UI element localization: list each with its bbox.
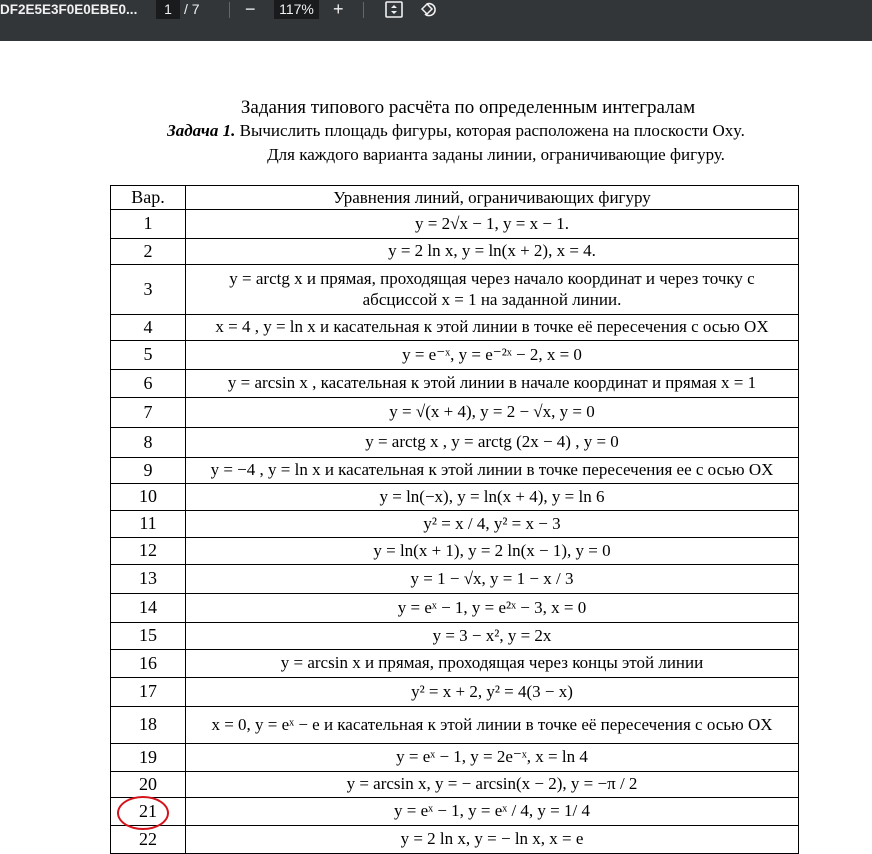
- variant-number-text: 10: [139, 486, 157, 507]
- variant-number: [111, 564, 186, 593]
- table-row: [111, 457, 799, 483]
- table-row: [111, 510, 799, 537]
- equations-cell: y = 3 − x², y = 2x: [186, 622, 799, 649]
- pdf-page: [0, 41, 872, 849]
- table-row: [111, 649, 799, 677]
- table-row: [111, 797, 799, 825]
- equations-cell: y = arctg x , y = arctg (2x − 4) , y = 0: [186, 427, 799, 457]
- table-row: [111, 397, 799, 427]
- variant-number: [111, 457, 186, 483]
- table-row: [111, 238, 799, 264]
- variant-number: [111, 743, 186, 771]
- variant-number-text: 13: [139, 568, 157, 589]
- variant-number-text: 15: [139, 625, 157, 646]
- variant-number: [111, 264, 186, 314]
- variant-number-text: 21: [139, 800, 157, 821]
- variant-number-text: 16: [139, 652, 157, 673]
- variant-number-text: 22: [139, 828, 157, 849]
- table-row: [111, 314, 799, 340]
- table-row: [111, 771, 799, 797]
- variant-number: [111, 209, 186, 238]
- rotate-icon[interactable]: [420, 0, 440, 19]
- pdf-toolbar: [0, 0, 872, 41]
- variant-number-text: 9: [143, 459, 153, 480]
- variant-number: [111, 622, 186, 649]
- variant-number-text: 3: [143, 278, 153, 299]
- variant-number-text: 2: [143, 240, 153, 261]
- variant-number-text: 5: [143, 344, 153, 365]
- variant-number-text: 19: [139, 746, 157, 767]
- equations-cell: y = eˣ − 1, y = 2e⁻ˣ, x = ln 4: [186, 743, 799, 771]
- zoom-in-button[interactable]: +: [333, 0, 344, 19]
- zoom-out-button[interactable]: −: [245, 0, 256, 19]
- variant-number-text: 7: [143, 401, 153, 422]
- divider: [363, 2, 364, 18]
- variant-number: [111, 677, 186, 706]
- table-row: [111, 622, 799, 649]
- document-title: Задания типового расчёта по определенным интегралам: [240, 97, 696, 118]
- variant-number: [111, 593, 186, 622]
- equations-cell: y = arcsin x и прямая, проходящая через концы этой линии: [186, 649, 799, 677]
- variant-number-text: 11: [139, 513, 157, 534]
- equations-cell: y = arcsin x, y = − arcsin(x − 2), y = −π / 2: [186, 771, 799, 797]
- variant-number-text: 4: [143, 316, 153, 337]
- task-statement: [20, 121, 872, 141]
- variant-number: [111, 706, 186, 743]
- variants-table: [110, 185, 799, 854]
- variant-number: [111, 427, 186, 457]
- variant-number-text: 6: [143, 372, 153, 393]
- variant-number: [111, 483, 186, 510]
- equations-cell: y = ln(x + 1), y = 2 ln(x − 1), y = 0: [186, 537, 799, 564]
- fit-page-icon[interactable]: [385, 1, 403, 20]
- equations-cell: y = arctg x и прямая, проходящая через начало координат и через точку с абсциссой x = 1 на заданной линии.: [186, 264, 799, 314]
- variant-number: [111, 771, 186, 797]
- task-text: Вычислить площадь фигуры, которая расположена на плоскости Oxy.: [235, 121, 745, 140]
- table-row: [111, 677, 799, 706]
- variant-number-text: 14: [139, 597, 157, 618]
- table-row: [111, 743, 799, 771]
- variant-number: [111, 649, 186, 677]
- equations-cell: y = 2 ln x, y = − ln x, x = e: [186, 825, 799, 853]
- equations-cell: y = √(x + 4), y = 2 − √x, y = 0: [186, 397, 799, 427]
- task-line2: Для каждого варианта заданы линии, ограничивающие фигуру.: [267, 145, 725, 164]
- equations-cell: y² = x / 4, y² = x − 3: [186, 510, 799, 537]
- table-row: [111, 427, 799, 457]
- variant-number: [111, 340, 186, 369]
- table-row: [111, 706, 799, 743]
- equations-cell: y = ln(−x), y = ln(x + 4), y = ln 6: [186, 483, 799, 510]
- table-row: [111, 209, 799, 238]
- table-row: [111, 593, 799, 622]
- equations-cell: y = 2√x − 1, y = x − 1.: [186, 209, 799, 238]
- variant-number: [111, 369, 186, 397]
- equations-cell: x = 0, y = eˣ − e и касательная к этой линии в точке её пересечения с осью OX: [186, 706, 799, 743]
- total-pages: / 7: [184, 1, 200, 17]
- table-row: [111, 483, 799, 510]
- equations-cell: y = eˣ − 1, y = e²ˣ − 3, x = 0: [186, 593, 799, 622]
- equations-cell: y = 1 − √x, y = 1 − x / 3: [186, 564, 799, 593]
- variant-number: [111, 314, 186, 340]
- header-variant: Вар.: [111, 186, 186, 210]
- page-number-input[interactable]: 1: [156, 0, 180, 19]
- variant-number-text: 18: [139, 714, 157, 735]
- task-label: Задача 1.: [167, 121, 236, 140]
- file-name: DF2E5E3F0E0EBE0...: [0, 2, 138, 17]
- variant-number: [111, 797, 186, 825]
- equations-cell: y = arcsin x , касательная к этой линии в начале координат и прямая x = 1: [186, 369, 799, 397]
- table-row: [111, 340, 799, 369]
- equations-cell: x = 4 , y = ln x и касательная к этой линии в точке её пересечения с осью OX: [186, 314, 799, 340]
- equations-cell: y = eˣ − 1, y = eˣ / 4, y = 1/ 4: [186, 797, 799, 825]
- divider: [229, 2, 230, 18]
- table-row: [111, 564, 799, 593]
- variant-number-text: 12: [139, 540, 157, 561]
- zoom-level-input[interactable]: 117%: [274, 0, 319, 19]
- variant-number: [111, 825, 186, 853]
- equations-cell: y = 2 ln x, y = ln(x + 2), x = 4.: [186, 238, 799, 264]
- variant-number: [111, 510, 186, 537]
- variant-number-text: 8: [143, 431, 153, 452]
- table-row: [111, 369, 799, 397]
- equations-cell: y² = x + 2, y² = 4(3 − x): [186, 677, 799, 706]
- variant-number: [111, 397, 186, 427]
- equations-cell: y = −4 , y = ln x и касательная к этой линии в точке пересечения ее с осью OX: [186, 457, 799, 483]
- header-equations: Уравнения линий, ограничивающих фигуру: [186, 186, 799, 210]
- table-row: [111, 264, 799, 314]
- table-row: [111, 537, 799, 564]
- variant-number-text: 1: [143, 213, 153, 234]
- variant-number-text: 17: [139, 681, 157, 702]
- equations-cell: y = e⁻ˣ, y = e⁻²ˣ − 2, x = 0: [186, 340, 799, 369]
- variant-number-text: 20: [139, 773, 157, 794]
- variant-number: [111, 238, 186, 264]
- variant-number: [111, 537, 186, 564]
- table-row: [111, 825, 799, 853]
